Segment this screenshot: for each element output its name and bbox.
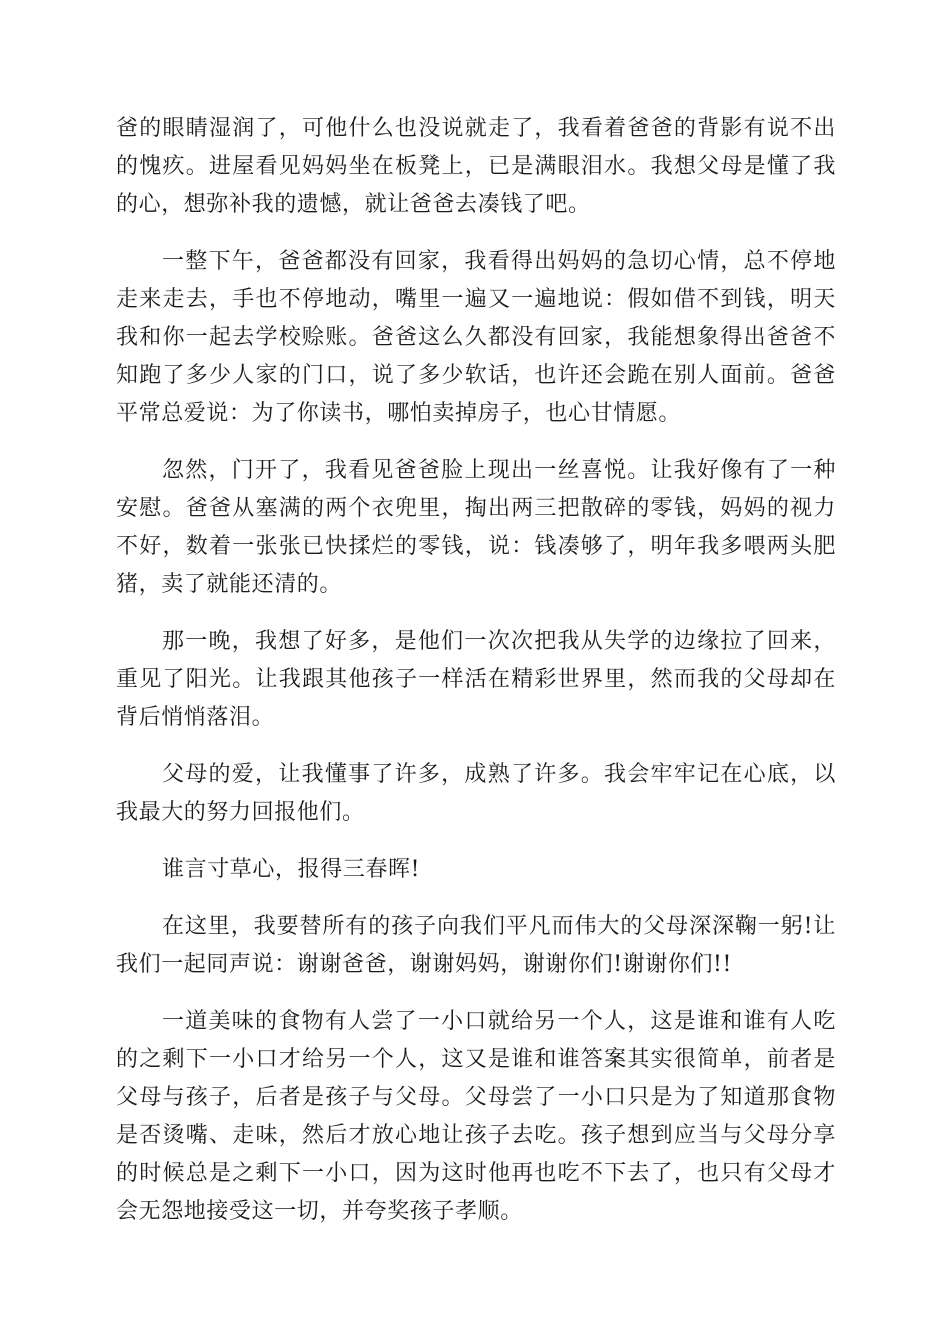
paragraph-quote: 谁言寸草心，报得三春晖! <box>162 857 421 882</box>
paragraph: 忽然，门开了，我看见爸爸脸上现出一丝喜悦。让我好像有了一种安慰。爸爸从塞满的两个衣兜里，掏出两三把散碎的零钱，妈妈的视力不好，数着一张张已快揉烂的零钱，说：钱凑够了，明年我多喂两头肥猪，卖了就能还清的。 <box>116 458 836 597</box>
paragraph: 一道美味的食物有人尝了一小口就给另一个人，这是谁和谁有人吃的之剩下一小口才给另一个人，这又是谁和谁答案其实很简单，前者是父母与孩子，后者是孩子与父母。父母尝了一小口只是为了知道那食物是否烫嘴、走味，然后才放心地让孩子去吃。孩子想到应当与父母分享的时候总是之剩下一小口，因为这时他再也吃不下去了，也只有父母才会无怨地接受这一切，并夸奖孩子孝顺。 <box>116 1009 836 1224</box>
paragraph-continuation: 爸的眼睛湿润了，可他什么也没说就走了，我看着爸爸的背影有说不出的愧疚。进屋看见妈妈坐在板凳上，已是满眼泪水。我想父母是懂了我的心，想弥补我的遗憾，就让爸爸去凑钱了吧。 <box>116 116 836 217</box>
paragraph: 那一晚，我想了好多，是他们一次次把我从失学的边缘拉了回来，重见了阳光。让我跟其他孩子一样活在精彩世界里，然而我的父母却在背后悄悄落泪。 <box>116 629 836 730</box>
paragraph: 父母的爱，让我懂事了许多，成熟了许多。我会牢牢记在心底，以我最大的努力回报他们。 <box>116 762 836 825</box>
paragraph: 一整下午，爸爸都没有回家，我看得出妈妈的急切心情，总不停地走来走去，手也不停地动，嘴里一遍又一遍地说：假如借不到钱，明天我和你一起去学校赊账。爸爸这么久都没有回家，我能想象得出爸爸不知跑了多少人家的门口，说了多少软话，也许还会跪在别人面前。爸爸平常总爱说：为了你读书，哪怕卖掉房子，也心甘情愿。 <box>116 249 836 426</box>
paragraph: 在这里，我要替所有的孩子向我们平凡而伟大的父母深深鞠一躬!让我们一起同声说：谢谢爸爸，谢谢妈妈，谢谢你们!谢谢你们!! <box>116 914 836 977</box>
document-body <box>116 110 836 1250</box>
